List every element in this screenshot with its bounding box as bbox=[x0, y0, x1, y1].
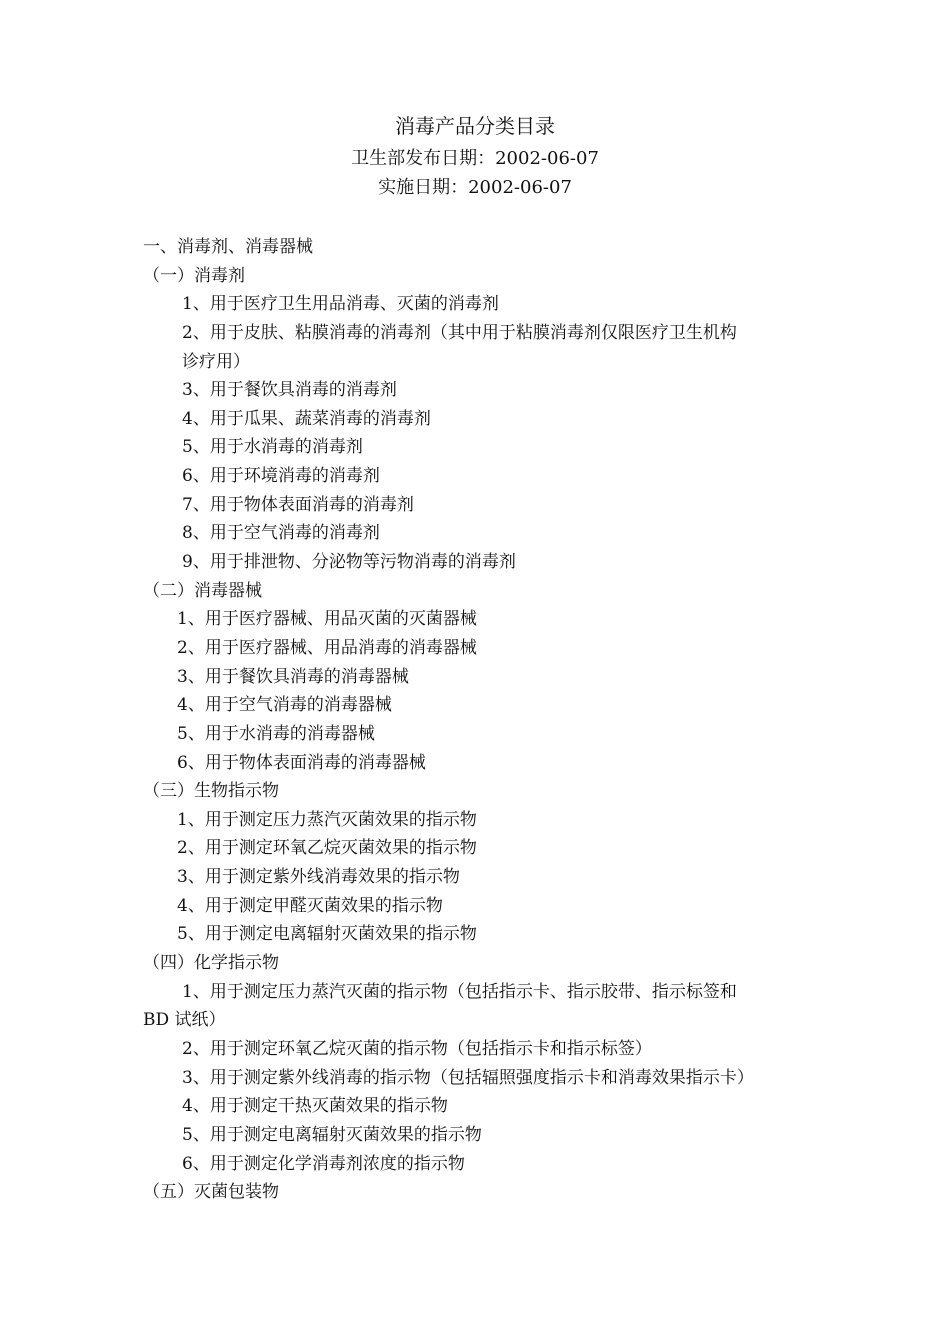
publish-date: 卫生部发布日期：2002-06-07 bbox=[351, 148, 599, 169]
list-item: 6、用于测定化学消毒剂浓度的指示物 bbox=[182, 1153, 465, 1174]
list-item: 7、用于物体表面消毒的消毒剂 bbox=[182, 494, 414, 515]
list-item: 2、用于测定环氧乙烷灭菌的指示物（包括指示卡和指示标签） bbox=[182, 1038, 652, 1059]
list-item: 2、用于测定环氧乙烷灭菌效果的指示物 bbox=[177, 838, 477, 859]
subsection-heading: （三）生物指示物 bbox=[143, 781, 279, 802]
effective-date: 实施日期：2002-06-07 bbox=[378, 177, 572, 198]
subsection-heading: （四）化学指示物 bbox=[143, 953, 279, 974]
list-item: 3、用于测定紫外线消毒的指示物（包括辐照强度指示卡和消毒效果指示卡） bbox=[182, 1067, 754, 1088]
list-item: 4、用于瓜果、蔬菜消毒的消毒剂 bbox=[182, 408, 431, 429]
list-item: 3、用于餐饮具消毒的消毒器械 bbox=[177, 666, 409, 687]
document-title: 消毒产品分类目录 bbox=[395, 114, 555, 138]
list-item: 1、用于医疗器械、用品灭菌的灭菌器械 bbox=[177, 609, 477, 630]
list-item: 4、用于测定甲醛灭菌效果的指示物 bbox=[177, 895, 443, 916]
list-item: 6、用于环境消毒的消毒剂 bbox=[182, 466, 380, 487]
list-item: 1、用于测定压力蒸汽灭菌的指示物（包括指示卡、指示胶带、指示标签和 bbox=[182, 981, 737, 1002]
list-item: 2、用于皮肤、粘膜消毒的消毒剂（其中用于粘膜消毒剂仅限医疗卫生机构 bbox=[182, 322, 737, 343]
list-item: 4、用于空气消毒的消毒器械 bbox=[177, 695, 392, 716]
list-item: 5、用于水消毒的消毒剂 bbox=[182, 437, 363, 458]
subsection-heading: （二）消毒器械 bbox=[143, 580, 262, 601]
list-item: 9、用于排泄物、分泌物等污物消毒的消毒剂 bbox=[182, 552, 516, 573]
document-body bbox=[0, 233, 950, 1207]
subsection-heading: （一）消毒剂 bbox=[143, 265, 245, 286]
list-item: 3、用于餐饮具消毒的消毒剂 bbox=[182, 380, 397, 401]
section-heading: 一、消毒剂、消毒器械 bbox=[143, 237, 313, 257]
list-item: 5、用于测定电离辐射灭菌效果的指示物 bbox=[177, 924, 477, 945]
list-item: 2、用于医疗器械、用品消毒的消毒器械 bbox=[177, 637, 477, 658]
list-item: 8、用于空气消毒的消毒剂 bbox=[182, 523, 380, 544]
subsection-heading: （五）灭菌包装物 bbox=[143, 1182, 279, 1203]
list-item: 4、用于测定干热灭菌效果的指示物 bbox=[182, 1096, 448, 1117]
list-item: 5、用于水消毒的消毒器械 bbox=[177, 723, 375, 744]
list-item-continuation: BD 试纸） bbox=[143, 1010, 226, 1031]
list-item: 5、用于测定电离辐射灭菌效果的指示物 bbox=[182, 1124, 482, 1145]
list-item: 1、用于医疗卫生用品消毒、灭菌的消毒剂 bbox=[182, 294, 499, 315]
list-item: 1、用于测定压力蒸汽灭菌效果的指示物 bbox=[177, 809, 477, 830]
list-item: 3、用于测定紫外线消毒效果的指示物 bbox=[177, 867, 460, 888]
list-item-continuation: 诊疗用） bbox=[182, 351, 250, 372]
list-item: 6、用于物体表面消毒的消毒器械 bbox=[177, 752, 426, 773]
